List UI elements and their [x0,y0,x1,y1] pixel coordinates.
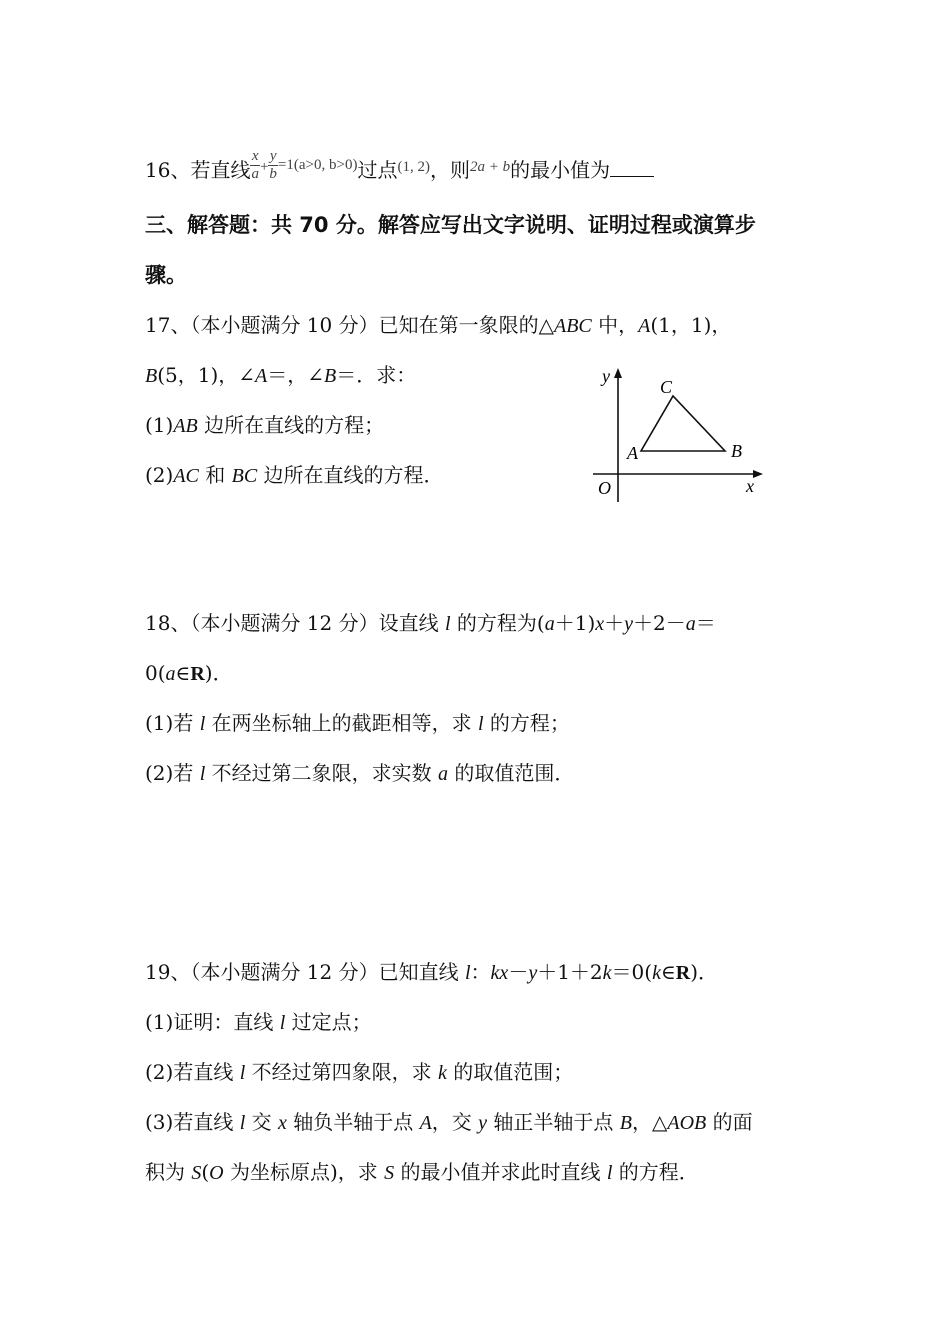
q16-mid: 过点 [357,158,398,182]
q17-angle-a: A [255,365,268,387]
q18-a1: a [544,613,555,635]
section3-heading-line1: 三、解答题：共 70 分。解答应写出文字说明、证明过程或演算步 [145,213,756,237]
q18-line2-post: )． [204,661,233,685]
q17-header: （本小题满分 10 分）已知在第一象限的△ [190,313,554,337]
q19-p3l2-l: l [606,1162,613,1184]
q19-minus: － [508,960,529,984]
q19-p3l2-mid: 为坐标原点)，求 [223,1160,385,1184]
q16-comma: ，则 [429,158,470,182]
q18-l: l [444,613,451,635]
q18-plus-y: ＋ [604,611,625,635]
q18-in: ∈ [175,661,191,685]
q19-p3l2-end: 的方程． [612,1160,699,1184]
q17-a-label: A [638,315,651,337]
q16-number: 16、 [145,158,191,182]
q18-p1-mid: 在两坐标轴上的截距相等，求 [205,711,478,735]
q19-k2: k [652,962,661,984]
q17-line1 [145,313,731,338]
q18-p1-l: l [199,713,206,735]
q19-part3-line1 [145,1110,753,1135]
q19-real-set: R [675,962,691,984]
q19-p3l2-mid2: 的最小值并求此时直线 [394,1160,607,1184]
q19-p3-c: ，交 [431,1110,479,1134]
y-axis-arrow [614,368,622,378]
q19-p3l2-s2: S [384,1162,395,1184]
q19-p3l2-paren: ( [201,1160,210,1184]
q17-eq2: ＝．求： [336,363,417,387]
section3-heading-line2: 骤。 [145,263,187,287]
q18-header: （本小题满分 12 分）设直线 [190,611,445,635]
q18-p1-end: 的方程； [483,711,570,735]
q19-p2-end: 的取值范围； [446,1060,574,1084]
q19-p1-l: l [279,1012,286,1034]
q18-p2-l: l [199,763,206,785]
q16-plus: + [259,159,269,175]
q19-plus: ＋1＋2 [537,960,603,984]
q16-frac-y-b [268,148,278,183]
q19-colon: ： [470,960,491,984]
q17-part1-text: 边所在直线的方程； [197,413,385,437]
q17-header2: 中， [591,313,639,337]
q17-number: 17、 [145,313,191,337]
q17-abc: ABC [554,315,592,337]
answer-blank [610,158,654,177]
q16-post: 的最小值为 [510,158,611,182]
q18-header2: 的方程为( [450,611,545,635]
q19-p3l2-s: S [191,1162,202,1184]
q19-k: k [602,962,612,984]
q19-p3-x: x [277,1112,287,1134]
q19-number: 19、 [145,960,191,984]
q18-a3: a [165,663,176,685]
q17-b-coord: (5，1)，∠ [157,363,256,387]
q18-real-set: R [190,663,205,685]
q17-part1-ab: AB [173,415,198,437]
q19-end: )． [690,960,719,984]
q19-p2-l: l [239,1062,246,1084]
point-b-label: B [731,441,742,461]
q18-p2-num: (2)若 [145,761,200,785]
q19-part2 [145,1060,573,1085]
q19-p3-aob: AOB [667,1112,707,1134]
frac-num-y: y [269,148,277,164]
q17-eq1: ＝，∠ [267,363,325,387]
q19-p3-f: 的面 [706,1110,753,1134]
q19-p3-e: ，△ [631,1110,668,1134]
q17-part2-bc: BC [231,465,258,487]
origin-label: O [598,478,611,498]
q18-eq-part: ＋1) [554,611,596,635]
q16-pre: 若直线 [190,158,251,182]
q19-p3-pre: (3)若直线 [145,1110,240,1134]
q19-kx: kx [490,962,509,984]
q17-a-coord: (1，1)， [650,313,732,337]
y-axis-label: y [602,366,610,386]
q18-line2-pre: 0( [145,661,166,685]
q19-line1 [145,960,718,985]
q17-part2-mid: 和 [198,463,232,487]
q16-line [145,148,654,189]
q16-frac-x-a [250,148,260,183]
q19-p3-b: 轴负半轴于点 [286,1110,420,1134]
q19-in: ∈ [660,960,676,984]
q19-part3-line2 [145,1160,699,1185]
q19-eq: ＝0( [611,960,653,984]
q18-p2-mid: 不经过第二象限，求实数 [205,761,438,785]
q19-header: （本小题满分 12 分）已知直线 [190,960,465,984]
q19-p2-pre: (2)若直线 [145,1060,240,1084]
q17-part2-ac: AC [173,465,199,487]
q19-p3l2-pre: 积为 [145,1160,192,1184]
q17-part2-num: (2) [145,463,174,487]
frac-den-b: b [269,166,277,182]
q18-eq-end: ＝ [695,611,716,635]
x-axis-arrow [753,470,763,478]
x-axis-label: x [746,476,754,496]
q18-part2 [145,761,574,786]
q18-p2-end: 的取值范围． [447,761,575,785]
q19-p3-point-b: B [619,1112,632,1134]
q19-l: l [464,962,471,984]
q17-angle-b: B [324,365,337,387]
q18-a2: a [685,613,696,635]
q16-condition: =1(a>0, b>0) [277,157,358,173]
q19-p3-l: l [239,1112,246,1134]
q19-p2-mid: 不经过第四象限，求 [245,1060,438,1084]
q17-part2-text: 边所在直线的方程． [257,463,444,487]
q19-p3-y: y [478,1112,488,1134]
q16-point: (1, 2) [397,159,430,175]
q18-part1 [145,711,570,736]
q17-line2 [145,363,416,388]
frac-num-x: x [251,148,259,164]
frac-den-a: a [251,166,259,182]
q19-p3-a: 交 [245,1110,278,1134]
q18-x1: x [595,613,605,635]
q17-part1 [145,413,384,438]
q18-p2-a: a [437,763,448,785]
q19-part1 [145,1010,372,1035]
q19-p1-end: 过定点； [285,1010,372,1034]
q19-y: y [528,962,538,984]
point-a-label: A [627,443,638,463]
q19-p3-d: 轴正半轴于点 [487,1110,620,1134]
q17-triangle-figure [585,362,770,507]
q18-p1-num: (1)若 [145,711,200,735]
q19-p2-k: k [437,1062,447,1084]
q17-part2 [145,463,444,488]
q18-line2 [145,661,233,686]
q18-line1 [145,611,716,636]
q19-p3l2-o: O [209,1162,224,1184]
q17-part1-num: (1) [145,413,174,437]
q18-number: 18、 [145,611,191,635]
q18-rest: ＋2－ [633,611,686,635]
q18-p1-l2: l [477,713,484,735]
q17-b-label: B [145,365,158,387]
q19-p1-pre: (1)证明：直线 [145,1010,280,1034]
point-c-label: C [660,377,673,397]
triangle-abc [641,396,725,451]
q16-expr: 2a + b [469,159,511,175]
q18-y1: y [624,613,634,635]
q19-p3-point-a: A [419,1112,432,1134]
